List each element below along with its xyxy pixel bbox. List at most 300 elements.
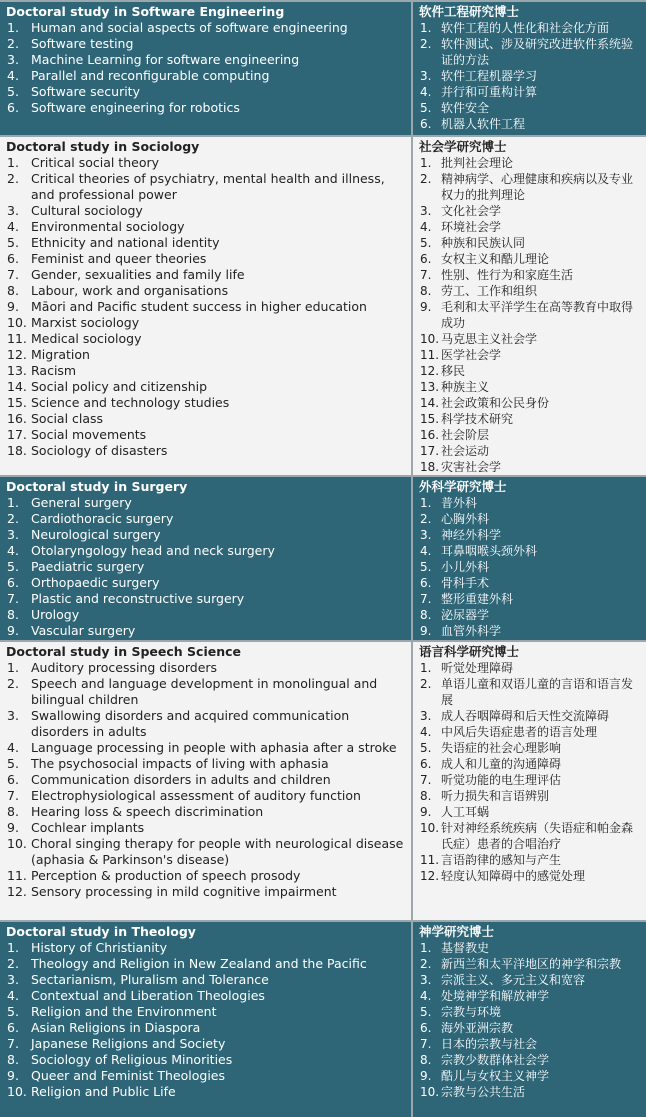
list-item (6, 623, 407, 639)
item-number: 3. (420, 528, 432, 542)
item-text: Auditory processing disorders (31, 660, 218, 675)
item-text: Communication disorders in adults and children (31, 772, 331, 787)
list-item (419, 84, 642, 100)
list-item (6, 1084, 407, 1100)
list-item (419, 623, 642, 639)
list-item (419, 988, 642, 1004)
item-text: 软件工程的人性化和社会化方面 (441, 21, 610, 35)
item-number: 5. (7, 1004, 19, 1019)
item-text: 日本的宗教与社会 (441, 1037, 538, 1051)
list-item (6, 68, 407, 84)
item-text: Science and technology studies (31, 395, 230, 410)
list-item (6, 1036, 407, 1052)
item-text: Cochlear implants (31, 820, 145, 835)
list-item (6, 511, 407, 527)
list-item (419, 972, 642, 988)
item-text: Contextual and Liberation Theologies (31, 988, 265, 1003)
list-item (419, 740, 642, 756)
item-number: 2. (7, 956, 19, 971)
list-item (6, 988, 407, 1004)
item-text: 软件安全 (441, 101, 490, 115)
list-item (419, 459, 642, 475)
item-text: 社会运动 (441, 444, 490, 458)
list-item (419, 940, 642, 956)
list-item (6, 972, 407, 988)
item-number: 13. (7, 363, 27, 378)
item-text: Urology (31, 607, 80, 622)
list-item (419, 1068, 642, 1084)
item-text: Neurological surgery (31, 527, 161, 542)
list-item (6, 315, 407, 331)
list-item (419, 527, 642, 543)
list-item (6, 331, 407, 347)
item-text: 性别、性行为和家庭生活 (441, 268, 574, 282)
list-item (419, 363, 642, 379)
topic-list (419, 20, 642, 132)
item-number: 5. (420, 236, 432, 250)
list-item (419, 427, 642, 443)
item-number: 3. (420, 973, 432, 987)
english-column (0, 137, 411, 475)
list-item (6, 203, 407, 219)
item-text: Ethnicity and national identity (31, 235, 220, 250)
item-text: 耳鼻咽喉头颈外科 (441, 544, 538, 558)
item-text: 失语症的社会心理影响 (441, 741, 562, 755)
item-number: 3. (7, 203, 19, 218)
item-text: Asian Religions in Diaspora (31, 1020, 201, 1035)
list-item (6, 219, 407, 235)
item-text: Environmental sociology (31, 219, 185, 234)
item-number: 2. (420, 172, 432, 186)
item-text: Theology and Religion in New Zealand and the Pacific (31, 956, 367, 971)
list-item (6, 379, 407, 395)
item-text: 马克思主义社会学 (441, 332, 538, 346)
list-item (6, 956, 407, 972)
item-number: 5. (420, 741, 432, 755)
item-text: The psychosocial impacts of living with aphasia (31, 756, 329, 771)
item-text: 软件测试、涉及研究改进软件系统验证的方法 (441, 37, 634, 67)
item-number: 4. (420, 85, 432, 99)
item-text: Sectarianism, Pluralism and Tolerance (31, 972, 269, 987)
list-item (419, 379, 642, 395)
item-text: Sociology of Religious Minorities (31, 1052, 233, 1067)
item-number: 14. (7, 379, 27, 394)
item-number: 3. (7, 708, 19, 723)
item-text: Japanese Religions and Society (31, 1036, 226, 1051)
item-text: 泌尿器学 (441, 608, 490, 622)
item-text: Plastic and reconstructive surgery (31, 591, 245, 606)
item-text: Queer and Feminist Theologies (31, 1068, 226, 1083)
list-item (6, 443, 407, 459)
list-item (419, 299, 642, 331)
list-item (6, 495, 407, 511)
list-item (419, 1004, 642, 1020)
item-number: 5. (7, 559, 19, 574)
english-column (0, 2, 411, 135)
item-number: 7. (420, 773, 432, 787)
item-number: 8. (420, 1053, 432, 1067)
list-item (419, 219, 642, 235)
item-text: 科学技术研究 (441, 412, 514, 426)
item-text: 毛利和太平洋学生在高等教育中取得成功 (441, 300, 634, 330)
item-number: 9. (7, 820, 19, 835)
item-text: 精神病学、心理健康和疾病以及专业权力的批判理论 (441, 172, 634, 202)
list-item (6, 1068, 407, 1084)
section-title: Doctoral study in Software Engineering (6, 4, 285, 19)
list-item (6, 788, 407, 804)
item-number: 12. (420, 869, 440, 883)
item-number: 10. (420, 332, 440, 346)
list-item (6, 411, 407, 427)
item-text: Vascular surgery (31, 623, 136, 638)
item-text: 宗派主义、多元主义和宽容 (441, 973, 586, 987)
list-item (6, 299, 407, 315)
item-text: Human and social aspects of software engineering (31, 20, 348, 35)
item-text: 新西兰和太平洋地区的神学和宗教 (441, 957, 622, 971)
item-text: Choral singing therapy for people with neurological disease (aphasia & Parkinson's disease) (31, 836, 404, 867)
item-number: 4. (7, 543, 19, 558)
item-number: 2. (7, 171, 19, 186)
list-item (419, 591, 642, 607)
item-text: Swallowing disorders and acquired communication disorders in adults (31, 708, 350, 739)
list-item (419, 203, 642, 219)
item-text: Cultural sociology (31, 203, 143, 218)
item-number: 1. (7, 155, 19, 170)
list-item (6, 100, 407, 116)
english-column (0, 922, 411, 1117)
topic-list (419, 940, 642, 1100)
item-text: 社会阶层 (441, 428, 490, 442)
item-number: 2. (420, 957, 432, 971)
item-text: 单语儿童和双语儿童的言语和语言发展 (441, 677, 634, 707)
item-number: 5. (7, 235, 19, 250)
item-number: 3. (7, 52, 19, 67)
list-item (419, 724, 642, 740)
list-item (419, 956, 642, 972)
list-item (419, 607, 642, 623)
section-title: 软件工程研究博士 (419, 4, 520, 19)
item-number: 9. (7, 623, 19, 638)
list-item (419, 575, 642, 591)
item-number: 18. (420, 460, 440, 474)
item-number: 10. (420, 821, 440, 835)
item-number: 3. (7, 527, 19, 542)
item-text: 成人吞咽障碍和后天性交流障碍 (441, 709, 610, 723)
item-number: 15. (420, 412, 440, 426)
list-item (419, 868, 642, 884)
list-item (6, 1004, 407, 1020)
chinese-column (411, 137, 646, 475)
topic-list (419, 155, 642, 475)
item-text: 神经外科学 (441, 528, 502, 542)
item-number: 6. (420, 252, 432, 266)
item-number: 1. (7, 495, 19, 510)
list-item (419, 155, 642, 171)
item-number: 6. (7, 575, 19, 590)
chinese-column (411, 2, 646, 135)
list-item (6, 84, 407, 100)
list-item (6, 251, 407, 267)
item-number: 5. (420, 101, 432, 115)
item-text: 听觉处理障碍 (441, 661, 514, 675)
item-text: Software engineering for robotics (31, 100, 240, 115)
item-text: 心胸外科 (441, 512, 490, 526)
list-item (419, 660, 642, 676)
topic-list (419, 495, 642, 639)
list-item (6, 427, 407, 443)
program-section (0, 135, 646, 475)
list-item (419, 820, 642, 852)
item-text: 小儿外科 (441, 560, 490, 574)
list-item (419, 1036, 642, 1052)
item-text: 批判社会理论 (441, 156, 514, 170)
list-item (6, 52, 407, 68)
list-item (419, 543, 642, 559)
item-text: 环境社会学 (441, 220, 502, 234)
item-number: 10. (7, 1084, 27, 1099)
item-number: 17. (420, 444, 440, 458)
item-text: 处境神学和解放神学 (441, 989, 550, 1003)
item-text: Marxist sociology (31, 315, 140, 330)
list-item (6, 660, 407, 676)
item-number: 7. (420, 268, 432, 282)
item-text: Critical social theory (31, 155, 160, 170)
item-number: 7. (7, 788, 19, 803)
item-number: 8. (7, 1052, 19, 1067)
program-section (0, 475, 646, 640)
list-item (419, 267, 642, 283)
list-item (419, 772, 642, 788)
item-number: 1. (7, 660, 19, 675)
section-title: Doctoral study in Theology (6, 924, 196, 939)
list-item (419, 395, 642, 411)
item-text: Hearing loss & speech discrimination (31, 804, 264, 819)
item-text: General surgery (31, 495, 132, 510)
item-number: 11. (420, 348, 440, 362)
item-number: 2. (7, 36, 19, 51)
item-number: 4. (7, 988, 19, 1003)
list-item (6, 155, 407, 171)
item-text: Speech and language development in monolingual and bilingual children (31, 676, 378, 707)
topic-list (6, 495, 407, 639)
item-text: 文化社会学 (441, 204, 502, 218)
item-number: 2. (420, 37, 432, 51)
list-item (6, 171, 407, 203)
list-item (419, 100, 642, 116)
item-number: 2. (420, 677, 432, 691)
item-number: 2. (7, 511, 19, 526)
chinese-column (411, 477, 646, 640)
topic-list (6, 660, 407, 900)
item-text: 移民 (441, 364, 466, 378)
list-item (6, 1052, 407, 1068)
item-text: Migration (31, 347, 90, 362)
item-text: 人工耳蜗 (441, 805, 490, 819)
list-item (419, 559, 642, 575)
item-text: Social movements (31, 427, 147, 442)
list-item (419, 676, 642, 708)
item-number: 6. (420, 576, 432, 590)
item-text: 灾害社会学 (441, 460, 502, 474)
list-item (6, 527, 407, 543)
item-text: Social class (31, 411, 104, 426)
item-text: Parallel and reconfigurable computing (31, 68, 270, 83)
item-number: 4. (7, 219, 19, 234)
item-text: 机器人软件工程 (441, 117, 526, 131)
item-number: 1. (420, 496, 432, 510)
list-item (419, 68, 642, 84)
list-item (6, 740, 407, 756)
item-text: 宗教与公共生活 (441, 1085, 526, 1099)
list-item (419, 1084, 642, 1100)
chinese-column (411, 642, 646, 920)
list-item (419, 1052, 642, 1068)
item-text: Software testing (31, 36, 134, 51)
item-text: Social policy and citizenship (31, 379, 208, 394)
item-text: Sensory processing in mild cognitive impairment (31, 884, 337, 899)
list-item (6, 559, 407, 575)
item-number: 8. (7, 804, 19, 819)
item-number: 4. (420, 989, 432, 1003)
item-text: 酷儿与女权主义神学 (441, 1069, 550, 1083)
list-item (6, 20, 407, 36)
item-number: 5. (7, 756, 19, 771)
list-item (6, 884, 407, 900)
item-text: 听力损失和言语辨别 (441, 789, 550, 803)
list-item (419, 804, 642, 820)
list-item (6, 267, 407, 283)
item-text: 劳工、工作和组织 (441, 284, 538, 298)
list-item (6, 676, 407, 708)
item-text: 女权主义和酷儿理论 (441, 252, 550, 266)
item-number: 16. (7, 411, 27, 426)
item-text: 针对神经系统疾病（失语症和帕金森氏症）患者的合唱治疗 (441, 821, 634, 851)
list-item (419, 708, 642, 724)
list-item (6, 543, 407, 559)
item-number: 4. (420, 220, 432, 234)
list-item (419, 443, 642, 459)
list-item (6, 868, 407, 884)
item-text: 整形重建外科 (441, 592, 514, 606)
item-text: 骨科手术 (441, 576, 490, 590)
item-text: 听觉功能的电生理评估 (441, 773, 562, 787)
list-item (419, 283, 642, 299)
item-number: 5. (420, 1005, 432, 1019)
item-number: 3. (420, 69, 432, 83)
item-number: 1. (7, 940, 19, 955)
item-number: 18. (7, 443, 27, 458)
topic-list (6, 20, 407, 116)
item-text: Orthopaedic surgery (31, 575, 160, 590)
item-number: 12. (420, 364, 440, 378)
list-item (419, 1020, 642, 1036)
item-number: 11. (420, 853, 440, 867)
item-number: 10. (7, 315, 27, 330)
section-title: 社会学研究博士 (419, 139, 507, 154)
item-number: 8. (7, 607, 19, 622)
item-number: 9. (420, 300, 432, 314)
item-text: Feminist and queer theories (31, 251, 207, 266)
item-text: 成人和儿童的沟通障碍 (441, 757, 562, 771)
item-number: 6. (7, 772, 19, 787)
item-number: 6. (420, 757, 432, 771)
item-text: Religion and Public Life (31, 1084, 176, 1099)
item-number: 5. (7, 84, 19, 99)
item-number: 8. (420, 608, 432, 622)
item-number: 6. (7, 251, 19, 266)
item-number: 8. (420, 789, 432, 803)
list-item (419, 788, 642, 804)
item-text: Language processing in people with aphasia after a stroke (31, 740, 397, 755)
item-number: 17. (7, 427, 27, 442)
item-number: 9. (7, 299, 19, 314)
list-item (419, 251, 642, 267)
item-text: Critical theories of psychiatry, mental health and illness, and professional power (31, 171, 385, 202)
item-text: Sociology of disasters (31, 443, 168, 458)
item-text: 宗教少数群体社会学 (441, 1053, 550, 1067)
program-section (0, 920, 646, 1117)
item-text: Electrophysiological assessment of auditory function (31, 788, 361, 803)
program-section (0, 0, 646, 135)
item-text: Labour, work and organisations (31, 283, 229, 298)
item-number: 4. (7, 740, 19, 755)
list-item (419, 411, 642, 427)
item-number: 7. (7, 267, 19, 282)
item-text: Racism (31, 363, 77, 378)
item-text: Māori and Pacific student success in higher education (31, 299, 367, 314)
item-text: Religion and the Environment (31, 1004, 217, 1019)
list-item (6, 607, 407, 623)
item-text: 基督教史 (441, 941, 490, 955)
item-number: 1. (7, 20, 19, 35)
list-item (6, 363, 407, 379)
section-title: Doctoral study in Speech Science (6, 644, 241, 659)
item-number: 11. (7, 868, 27, 883)
item-text: Otolaryngology head and neck surgery (31, 543, 275, 558)
item-number: 6. (7, 1020, 19, 1035)
list-item (6, 708, 407, 740)
item-text: 轻度认知障碍中的感觉处理 (441, 869, 586, 883)
item-number: 1. (420, 941, 432, 955)
list-item (419, 116, 642, 132)
english-column (0, 477, 411, 640)
item-number: 3. (420, 709, 432, 723)
section-title: Doctoral study in Surgery (6, 479, 188, 494)
item-number: 3. (420, 204, 432, 218)
list-item (419, 347, 642, 363)
item-text: Gender, sexualities and family life (31, 267, 245, 282)
item-text: 普外科 (441, 496, 478, 510)
section-title: Doctoral study in Sociology (6, 139, 200, 154)
item-text: 社会政策和公民身份 (441, 396, 550, 410)
item-number: 5. (420, 560, 432, 574)
item-number: 2. (420, 512, 432, 526)
list-item (6, 36, 407, 52)
item-number: 15. (7, 395, 27, 410)
list-item (6, 283, 407, 299)
item-number: 8. (420, 284, 432, 298)
topic-list (419, 660, 642, 884)
item-text: 宗教与环境 (441, 1005, 502, 1019)
item-number: 1. (420, 156, 432, 170)
topic-list (6, 940, 407, 1100)
item-number: 12. (7, 347, 27, 362)
list-item (6, 940, 407, 956)
english-column (0, 642, 411, 920)
item-text: 医学社会学 (441, 348, 502, 362)
item-text: Perception & production of speech prosody (31, 868, 301, 883)
section-title: 神学研究博士 (419, 924, 495, 939)
